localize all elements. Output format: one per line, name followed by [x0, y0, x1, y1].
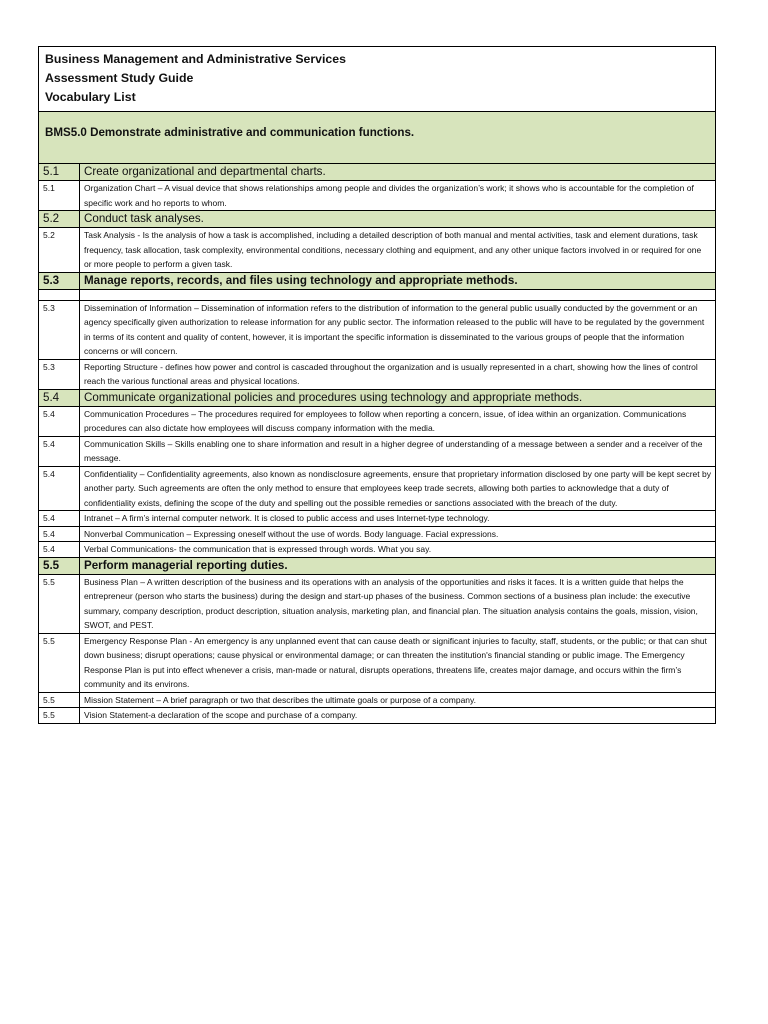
section-title: Conduct task analyses. — [80, 211, 716, 228]
document-header-row — [39, 47, 716, 112]
section-title: Manage reports, records, and files using technology and appropriate methods. — [80, 272, 716, 289]
section-number: 5.2 — [39, 211, 80, 228]
term-row — [39, 574, 716, 633]
term-definition: Nonverbal Communication – Expressing oneself without the use of words. Body language. Facial expressions. — [80, 526, 716, 542]
section-number: 5.1 — [39, 164, 80, 181]
term-row — [39, 406, 716, 436]
term-section-number: 5.5 — [39, 708, 80, 724]
term-definition: Vision Statement-a declaration of the scope and purchase of a company. — [80, 708, 716, 724]
term-section-number: 5.4 — [39, 466, 80, 511]
vocabulary-table — [38, 46, 716, 724]
term-definition: Intranet – A firm’s internal computer network. It is closed to public access and uses Internet-type technology. — [80, 511, 716, 527]
term-section-number: 5.5 — [39, 574, 80, 633]
term-row — [39, 708, 716, 724]
term-row — [39, 466, 716, 511]
term-definition: Dissemination of Information – Dissemination of information refers to the distribution of information to the general public usually conducted by the government or an agency specifically given authorization to release information for any public sector. The information released to the public will have to be regulated by the government in terms of its content and quality of content, however, it is important the specific information is disseminated to the various groups of people that the information concerns or will concern. — [80, 300, 716, 359]
header-list-name: Vocabulary List — [45, 90, 136, 104]
term-section-number: 5.5 — [39, 633, 80, 692]
section-title: Communicate organizational policies and procedures using technology and appropriate methods. — [80, 389, 716, 406]
term-definition: Reporting Structure - defines how power and control is cascaded throughout the organization and is usually represented in a chart, showing how the lines of control reach the various functional areas and physical locations. — [80, 359, 716, 389]
standard-heading: BMS5.0 Demonstrate administrative and communication functions. — [39, 112, 716, 164]
section-row — [39, 389, 716, 406]
term-section-number: 5.4 — [39, 542, 80, 558]
blank-row — [39, 289, 716, 300]
term-row — [39, 181, 716, 211]
term-row — [39, 511, 716, 527]
section-number: 5.5 — [39, 557, 80, 574]
section-row — [39, 164, 716, 181]
term-definition: Task Analysis - Is the analysis of how a task is accomplished, including a detailed description of both manual and mental activities, task and element durations, task frequency, task allocation, task complexity, environmental conditions, necessary clothing and equipment, and any other unique factors involved in or required for one or more people to perform a given task. — [80, 228, 716, 273]
term-definition: Emergency Response Plan - An emergency is any unplanned event that can cause death or significant injuries to faculty, staff, students, or the public; or that can shut down business; disrupt operations; cause physical or environmental damage; or can threaten the institution's financial standing or public image. The Emergency Response Plan is put into effect whenever a crisis, man-made or natural, disrupts operations, threatens life, creates major damage, and occurs within the firm’s community and its environs. — [80, 633, 716, 692]
standard-row — [39, 112, 716, 164]
term-section-number: 5.4 — [39, 511, 80, 527]
term-section-number: 5.1 — [39, 181, 80, 211]
term-row — [39, 359, 716, 389]
section-title: Perform managerial reporting duties. — [80, 557, 716, 574]
term-section-number: 5.2 — [39, 228, 80, 273]
section-row — [39, 211, 716, 228]
term-section-number: 5.3 — [39, 300, 80, 359]
term-definition: Mission Statement – A brief paragraph or two that describes the ultimate goals or purpose of a company. — [80, 692, 716, 708]
document-header — [39, 47, 716, 112]
term-section-number: 5.4 — [39, 436, 80, 466]
term-row — [39, 300, 716, 359]
term-row — [39, 526, 716, 542]
section-number: 5.3 — [39, 272, 80, 289]
term-row — [39, 542, 716, 558]
section-number: 5.4 — [39, 389, 80, 406]
term-section-number: 5.4 — [39, 406, 80, 436]
header-subtitle: Assessment Study Guide — [45, 71, 194, 85]
term-section-number: 5.4 — [39, 526, 80, 542]
term-section-number: 5.5 — [39, 692, 80, 708]
section-row — [39, 557, 716, 574]
term-definition: Communication Skills – Skills enabling one to share information and result in a higher degree of understanding of a message between a sender and a receiver of the message. — [80, 436, 716, 466]
term-definition: Organization Chart – A visual device that shows relationships among people and divides the organization’s work; it shows who is accountable for the completion of specific work and ho reports to whom. — [80, 181, 716, 211]
term-row — [39, 692, 716, 708]
section-row — [39, 272, 716, 289]
blank-cell — [80, 289, 716, 300]
section-title: Create organizational and departmental charts. — [80, 164, 716, 181]
term-row — [39, 228, 716, 273]
header-title: Business Management and Administrative Services — [45, 52, 346, 66]
term-row — [39, 633, 716, 692]
blank-cell — [39, 289, 80, 300]
term-section-number: 5.3 — [39, 359, 80, 389]
term-definition: Business Plan – A written description of the business and its operations with an analysis of the opportunities and risks it faces. It is a written guide that helps the entrepreneur (person who starts the business) during the design and start-up phases of the business. Common sections of a business plan include: the executive summary, company description, product description, situation analysis, marketing plan, and financial plan. The situation analysis contains the goals, mission, vision, SWOT, and PEST. — [80, 574, 716, 633]
term-row — [39, 436, 716, 466]
term-definition: Verbal Communications- the communication that is expressed through words. What you say. — [80, 542, 716, 558]
term-definition: Communication Procedures – The procedures required for employees to follow when reporting a concern, issue, of idea within an organization. Communications procedures can also dictate how employees will discuss company information with the media. — [80, 406, 716, 436]
term-definition: Confidentiality – Confidentiality agreements, also known as nondisclosure agreements, ensure that proprietary information disclosed by one party will be kept secret by another party. Such agreements are often the only method to ensure that employees keep trade secrets, allowing both parties to acknowledge that a duty of confidentiality exists, defining the scope of the duty and spelling out the possible remedies or sanctions associated with the breach of the duty. — [80, 466, 716, 511]
